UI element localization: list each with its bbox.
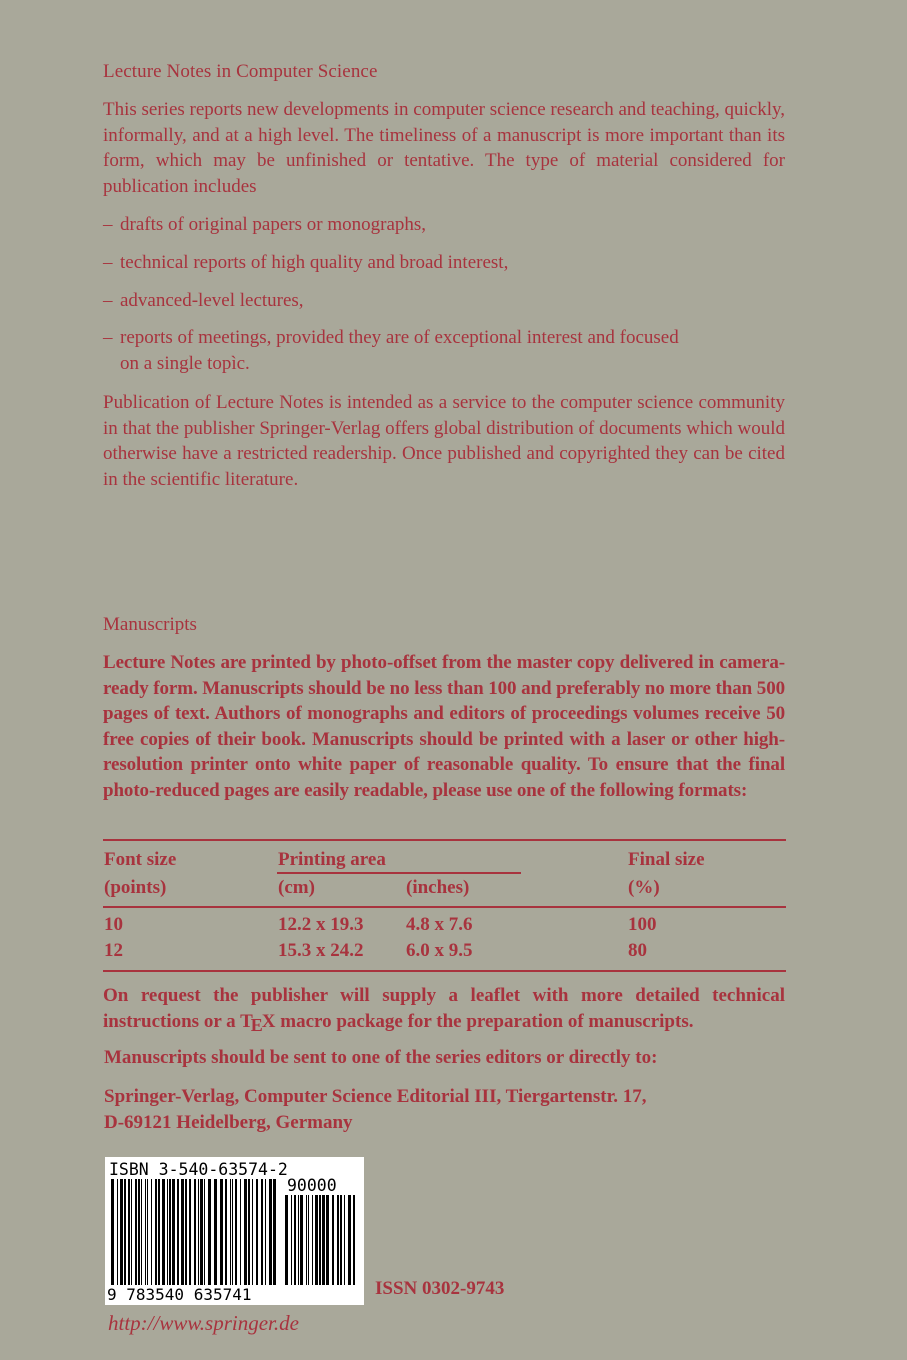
barcode-bar: [261, 1179, 263, 1285]
publisher-url[interactable]: http://www.springer.de: [108, 1311, 299, 1335]
barcode-bar: [214, 1179, 217, 1285]
barcode-bar: [124, 1179, 126, 1285]
table-rule-mid: [103, 906, 786, 908]
barcode-bar: [322, 1195, 325, 1285]
barcode-bar: [158, 1179, 160, 1285]
table-header-points: (points): [104, 877, 167, 898]
barcode-bar: [340, 1195, 342, 1285]
list-item: – reports of meetings, provided they are of exceptional interest and focused on a single topìc.: [103, 325, 793, 376]
barcode-bar: [162, 1179, 165, 1285]
publisher-address: Springer-Verlag, Computer Science Editorial III, Tiergartenstr. 17, D-69121 Heidelberg, Germany: [104, 1086, 647, 1133]
barcode-bar: [348, 1195, 351, 1285]
barcode-bar: [189, 1179, 191, 1285]
barcode-bar: [185, 1179, 187, 1285]
table-cell-cm: 15.3 x 24.2: [278, 940, 364, 961]
barcode-bar: [220, 1179, 223, 1285]
barcode-bar: [353, 1195, 355, 1285]
barcode-bar: [204, 1179, 205, 1285]
barcode-bar: [177, 1179, 179, 1285]
barcode-bar: [138, 1179, 140, 1285]
table-cell-inches: 6.0 x 9.5: [406, 940, 473, 961]
barcode-bar: [269, 1179, 272, 1285]
barcode-bar: [151, 1179, 152, 1285]
barcode-bar: [181, 1179, 184, 1285]
barcode-bar: [200, 1179, 203, 1285]
table-header-font-size: Font size: [104, 849, 177, 870]
barcode-bar: [240, 1179, 241, 1285]
barcode-bar: [315, 1195, 318, 1285]
barcode-bar: [235, 1179, 237, 1285]
table-cell-final: 80: [628, 940, 647, 961]
barcode-bar: [337, 1195, 339, 1285]
barcode-bar: [208, 1179, 211, 1285]
barcode-bar: [117, 1179, 118, 1285]
manuscripts-paragraph: Lecture Notes are printed by photo-offset from the master copy delivered in camera-ready form. Manuscripts should be no less than 100 and preferably no more than 500 pages of text. Authors of monographs and editors of proceedings volumes receive 50 free copies of their book. Manuscripts should be printed with a laser or other high-resolution printer onto white paper of reasonable quality. To ensure that the final photo-reduced pages are easily readable, please use one of the following formats:: [103, 652, 785, 801]
table-header-cm: (cm): [278, 877, 315, 898]
request-paragraph: On request the publisher will supply a leaflet with more detailed technical instructions or a TEX macro package for the preparation of manuscripts.: [103, 985, 785, 1035]
barcode-bar: [169, 1179, 171, 1285]
list-item: – technical reports of high quality and broad interest,: [103, 252, 509, 273]
barcode-bar: [230, 1179, 231, 1285]
table-rule-printing-area: [277, 872, 521, 874]
barcode-bar: [332, 1195, 334, 1285]
barcode-bar: [111, 1179, 114, 1285]
barcode-bar: [300, 1195, 303, 1285]
manuscripts-heading: Manuscripts: [103, 614, 197, 635]
table-header-percent: (%): [628, 877, 660, 898]
barcode-bar: [155, 1179, 157, 1285]
barcode-bar: [248, 1179, 250, 1285]
barcode-bar: [294, 1195, 296, 1285]
barcode-bar: [308, 1195, 309, 1285]
barcode-bar: [285, 1195, 288, 1285]
barcode-bar: [312, 1195, 313, 1285]
barcode-bar: [198, 1179, 199, 1285]
barcode-bar: [141, 1179, 142, 1285]
barcode-bar: [244, 1179, 247, 1285]
barcode-bar: [167, 1179, 168, 1285]
publication-paragraph: Publication of Lecture Notes is intended as a service to the computer science community in that the publisher Springer-Verlag offers global distribution of documents which would otherwise have a restricted readership. Once published and copyrighted they can be cited in the scientific literature.: [103, 392, 785, 490]
table-rule-bottom: [103, 970, 786, 972]
barcode-ean-digits: 9 783540 635741: [107, 1285, 252, 1304]
intro-paragraph: This series reports new developments in computer science research and teaching, quickly, informally, and at a high level. The timeliness of a manuscript is more important than its form, which may be unfinished or tentative. The type of material considered for publication includes: [103, 99, 785, 197]
table-header-printing-area: Printing area: [278, 849, 386, 870]
barcode-bar: [131, 1179, 132, 1285]
barcode-bar: [172, 1179, 175, 1285]
table-cell-font: 10: [104, 914, 123, 935]
table-header-inches: (inches): [406, 877, 470, 898]
barcode-bar: [135, 1179, 137, 1285]
barcode-bar: [265, 1179, 266, 1285]
table-cell-font: 12: [104, 940, 123, 961]
barcode-bar: [147, 1179, 148, 1285]
issn: ISSN 0302-9743: [375, 1278, 505, 1299]
barcode-bar: [120, 1179, 123, 1285]
series-title: Lecture Notes in Computer Science: [103, 61, 378, 82]
barcode: [105, 1157, 364, 1305]
barcode-bar: [145, 1179, 146, 1285]
barcode-bar: [306, 1195, 307, 1285]
list-item-continuation: on a single topìc.: [120, 352, 250, 374]
barcode-bar: [291, 1195, 292, 1285]
table-rule-top: [103, 839, 786, 841]
table-cell-final: 100: [628, 914, 657, 935]
barcode-bar: [128, 1179, 130, 1285]
barcode-addon-digits: 90000: [287, 1176, 337, 1195]
barcode-bar: [225, 1179, 227, 1285]
barcode-bar: [252, 1179, 253, 1285]
barcode-bar: [273, 1179, 276, 1285]
barcode-bar: [319, 1195, 321, 1285]
table-cell-inches: 4.8 x 7.6: [406, 914, 473, 935]
barcode-bar: [256, 1179, 258, 1285]
table-cell-cm: 12.2 x 19.3: [278, 914, 364, 935]
barcode-bar: [344, 1195, 345, 1285]
list-item: – drafts of original papers or monographs,: [103, 214, 427, 235]
list-item: – advanced-level lectures,: [103, 290, 304, 311]
send-instructions: Manuscripts should be sent to one of the series editors or directly to:: [104, 1047, 658, 1068]
barcode-isbn: ISBN 3-540-63574-2: [109, 1160, 288, 1179]
table-header-final-size: Final size: [628, 849, 705, 870]
barcode-addon-bars: [285, 1195, 355, 1285]
barcode-bars: [111, 1179, 276, 1285]
barcode-bar: [194, 1179, 196, 1285]
barcode-bar: [232, 1179, 233, 1285]
barcode-bar: [298, 1195, 299, 1285]
barcode-bar: [326, 1195, 329, 1285]
